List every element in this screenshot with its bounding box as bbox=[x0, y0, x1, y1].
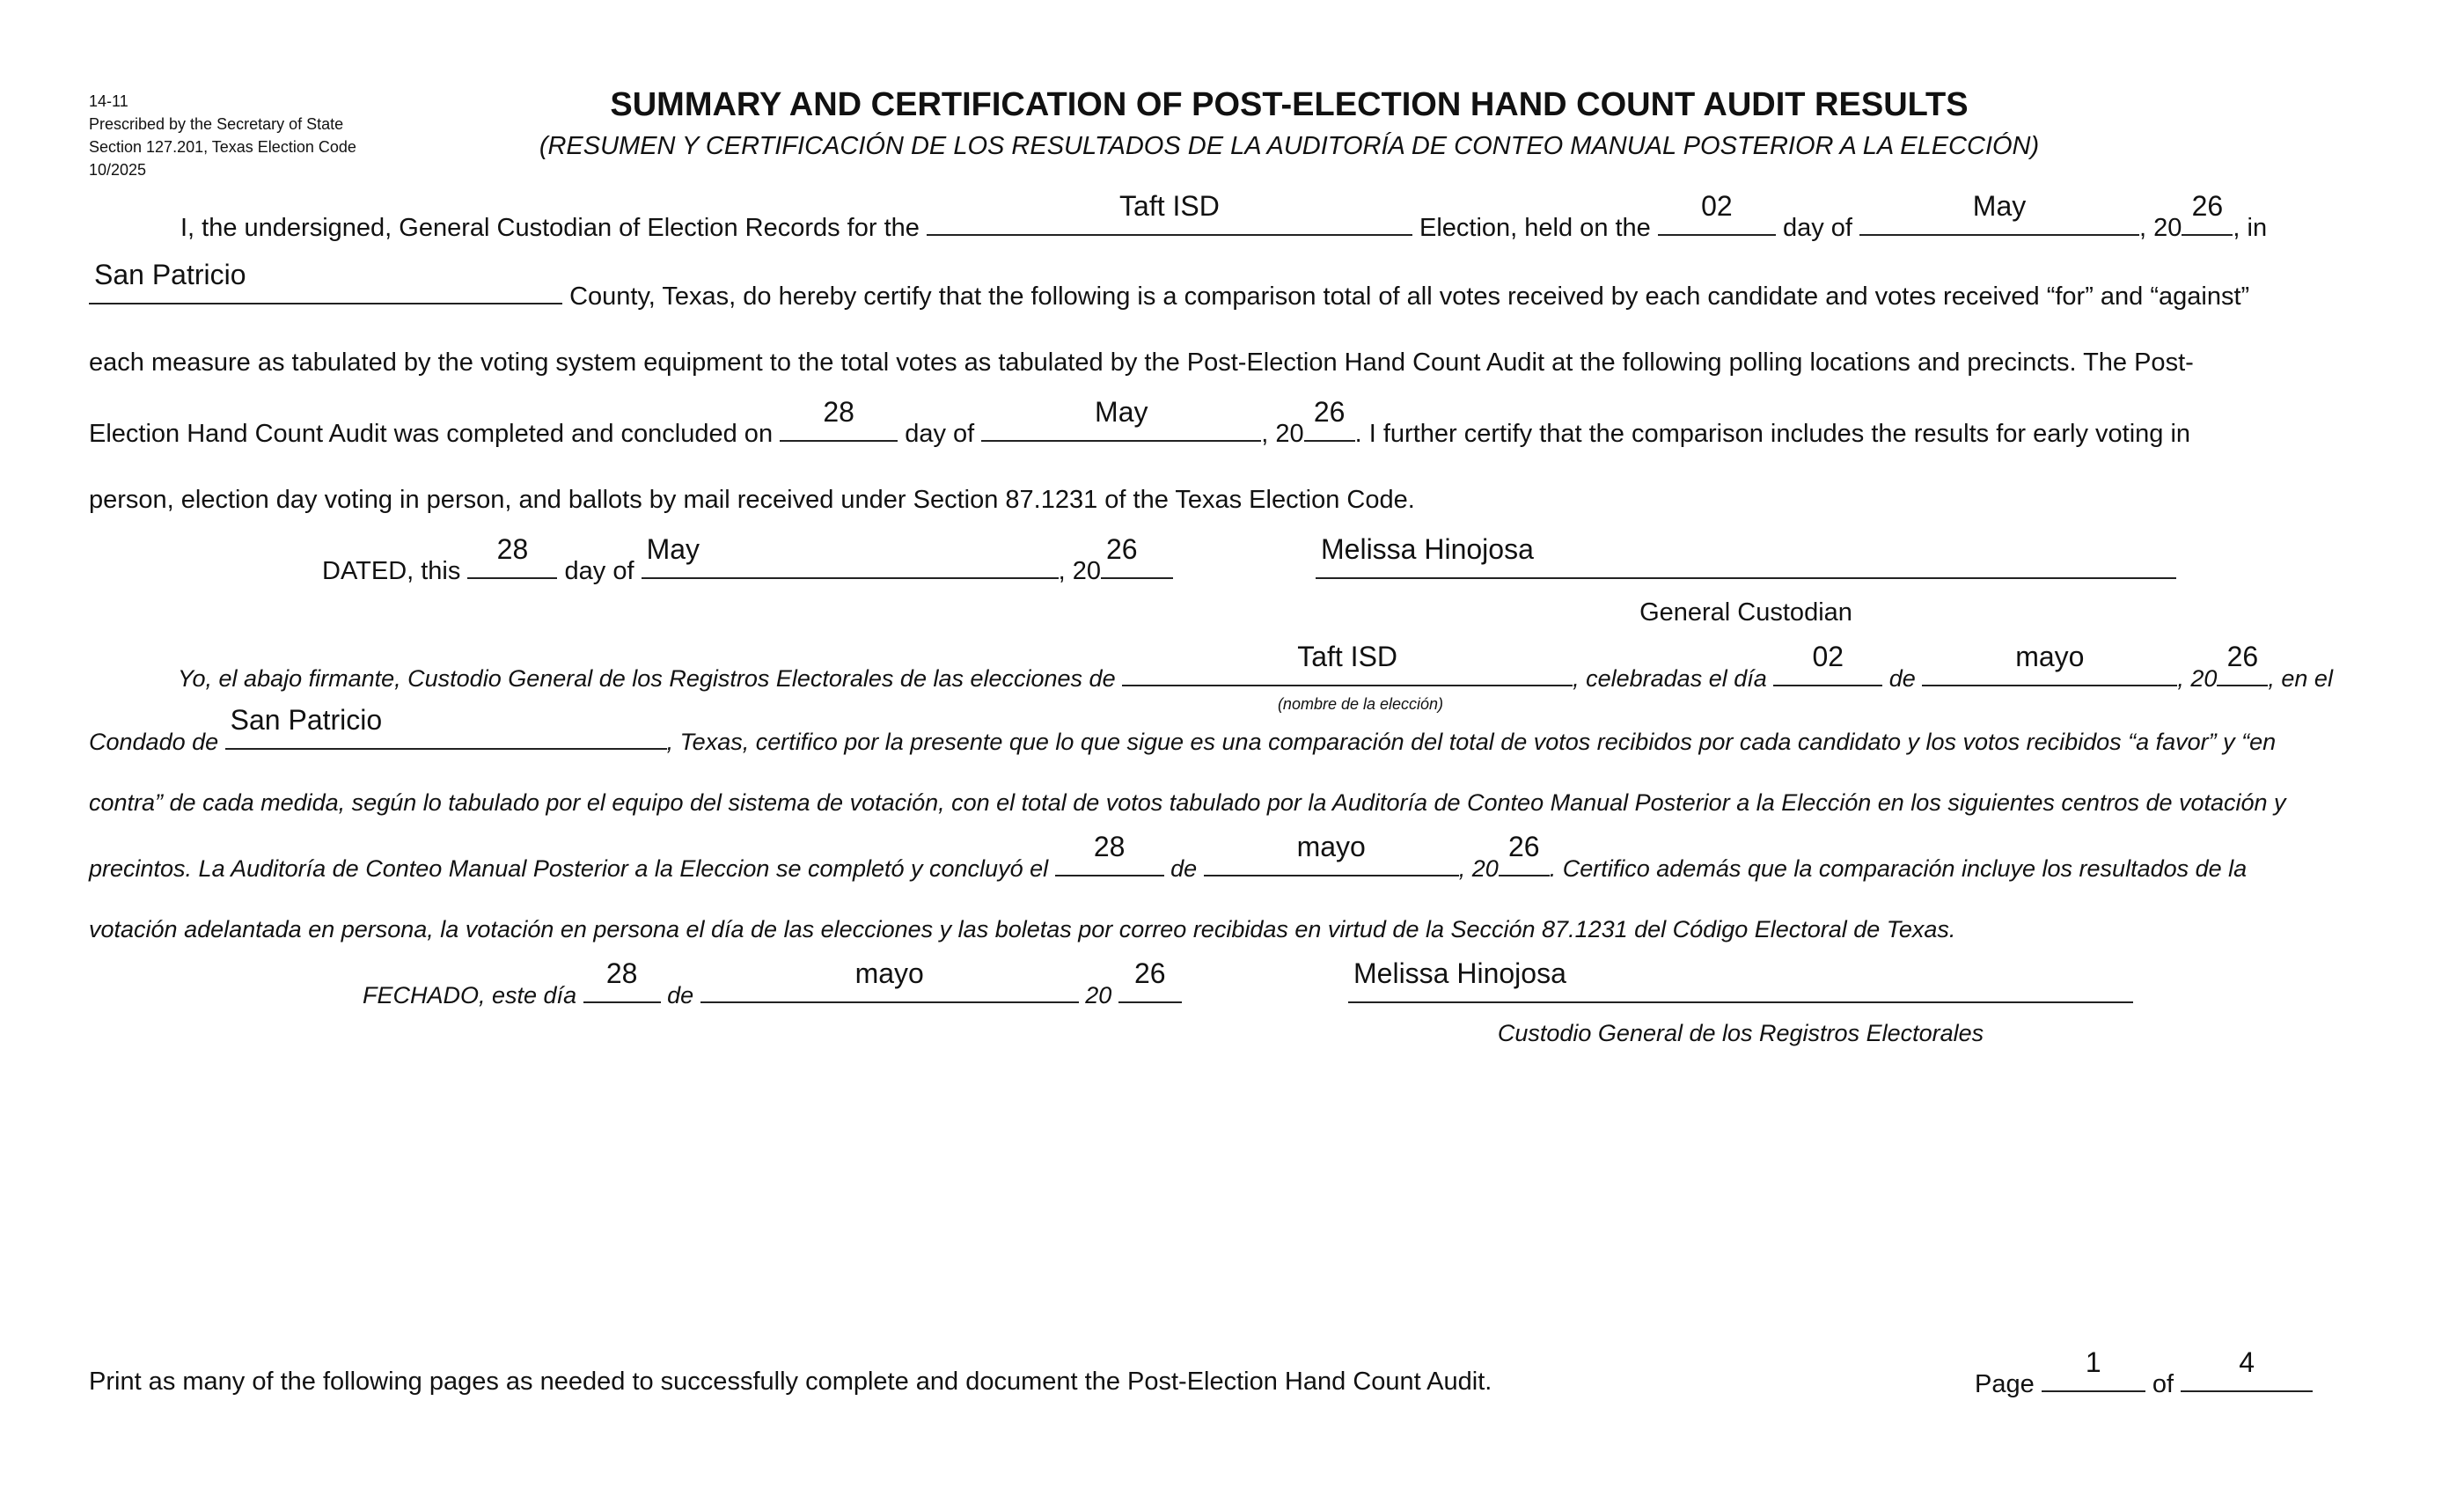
election-name-hint: (nombre de la elección) bbox=[1277, 695, 1444, 713]
spanish-line-3: contra” de cada medida, según lo tabulado por el equipo del sistema de votación, con el total de votos tabulado por la Auditoría de Conteo Manual Posterior a la Elección en los siguientes centros de votación y bbox=[89, 789, 2286, 816]
es-audit-day-field[interactable]: 28 bbox=[1055, 848, 1164, 876]
spanish-line-1: Yo, el abajo firmante, Custodio General de los Registros Electorales de las elecciones de Taft ISD , celebradas el día 02 de mayo , 20 26 , en el bbox=[178, 641, 2333, 692]
county-field[interactable]: San Patricio bbox=[89, 276, 562, 304]
es-custodian-name-field[interactable]: Melissa Hinojosa bbox=[1348, 975, 2133, 1003]
form-revision: 10/2025 bbox=[89, 161, 147, 179]
es-custodian-label: Custodio General de los Registros Electorales bbox=[1497, 1020, 1984, 1046]
es-election-day-field[interactable]: 02 bbox=[1773, 658, 1882, 686]
form-number: 14-11 bbox=[89, 92, 128, 110]
form-title: SUMMARY AND CERTIFICATION OF POST-ELECTION HAND COUNT AUDIT RESULTS bbox=[610, 86, 1969, 123]
page-number-field[interactable]: 1 bbox=[2042, 1364, 2145, 1392]
dated-day-field[interactable]: 28 bbox=[467, 551, 557, 579]
audit-month-field[interactable]: May bbox=[981, 414, 1261, 442]
english-line-1: I, the undersigned, General Custodian of Election Records for the Taft ISD Election, held on the 02 day of May , 20 26 , in bbox=[180, 190, 2268, 242]
es-dated-day-field[interactable]: 28 bbox=[583, 975, 661, 1003]
page-counter: Page 1 of 4 bbox=[1975, 1364, 2313, 1402]
audit-day-field[interactable]: 28 bbox=[780, 414, 898, 442]
election-name-field[interactable]: Taft ISD bbox=[927, 208, 1412, 236]
english-line-4: Election Hand Count Audit was completed and concluded on 28 day of May , 20 26 . I further certify that the comparison includes the results for early voting in bbox=[89, 396, 2191, 448]
es-county-field[interactable]: San Patricio bbox=[225, 722, 667, 750]
dated-year-field[interactable]: 26 bbox=[1101, 551, 1173, 579]
election-day-field[interactable]: 02 bbox=[1658, 208, 1776, 236]
english-line-5: person, election day voting in person, and ballots by mail received under Section 87.1231 of the Texas Election Code. bbox=[89, 486, 1415, 514]
election-year-field[interactable]: 26 bbox=[2182, 208, 2233, 236]
es-custodian-signature-line bbox=[1348, 957, 2133, 1013]
english-line-2: San Patricio County, Texas, do hereby certify that the following is a comparison total of all votes received by each candidate and votes received “for” and “against” bbox=[89, 276, 2249, 314]
form-prescribed: Prescribed by the Secretary of State bbox=[89, 115, 344, 133]
form-subtitle: (RESUMEN Y CERTIFICACIÓN DE LOS RESULTADOS DE LA AUDITORÍA DE CONTEO MANUAL POSTERIOR A LA ELECCIÓN) bbox=[539, 132, 2040, 160]
es-election-month-field[interactable]: mayo bbox=[1922, 658, 2177, 686]
dated-month-field[interactable]: May bbox=[642, 551, 1059, 579]
spanish-dated-line: FECHADO, este día 28 de mayo 20 26 bbox=[363, 975, 1182, 1013]
es-election-name-field[interactable]: Taft ISD bbox=[1122, 658, 1573, 686]
es-dated-year-field[interactable]: 26 bbox=[1118, 975, 1182, 1003]
page-total-field[interactable]: 4 bbox=[2181, 1364, 2313, 1392]
audit-year-field[interactable]: 26 bbox=[1304, 414, 1355, 442]
spanish-line-5: votación adelantada en persona, la votación en persona el día de las elecciones y las boletas por correo recibidas en virtud de la Sección 87.1231 del Código Electoral de Texas. bbox=[89, 916, 1956, 942]
es-election-year-field[interactable]: 26 bbox=[2217, 658, 2268, 686]
spanish-line-2: Condado de San Patricio , Texas, certifico por la presente que lo que sigue es una comparación del total de votos recibidos por cada candidato y los votos recibidos “a favor” y “en bbox=[89, 704, 2277, 755]
spanish-line-4: precintos. La Auditoría de Conteo Manual Posterior a la Eleccion se completó y concluyó el 28 de mayo , 20 26 . Certifico además que la comparación incluye los resultados de la bbox=[89, 831, 2248, 882]
english-line-3: each measure as tabulated by the voting system equipment to the total votes as tabulated by the Post-Election Hand Count Audit at the following polling locations and precincts. The Post- bbox=[89, 348, 2194, 377]
custodian-name-field[interactable]: Melissa Hinojosa bbox=[1316, 551, 2176, 579]
es-dated-month-field[interactable]: mayo bbox=[700, 975, 1079, 1003]
es-audit-month-field[interactable]: mayo bbox=[1204, 848, 1459, 876]
custodian-label: General Custodian bbox=[1639, 598, 1852, 627]
custodian-signature-line bbox=[1316, 533, 2176, 589]
election-month-field[interactable]: May bbox=[1859, 208, 2139, 236]
footer-note: Print as many of the following pages as needed to successfully complete and document the Post-Election Hand Count Audit. bbox=[89, 1368, 1492, 1396]
es-audit-year-field[interactable]: 26 bbox=[1499, 848, 1550, 876]
form-section: Section 127.201, Texas Election Code bbox=[89, 138, 356, 156]
english-dated-line: DATED, this 28 day of May , 20 26 bbox=[322, 551, 1173, 589]
